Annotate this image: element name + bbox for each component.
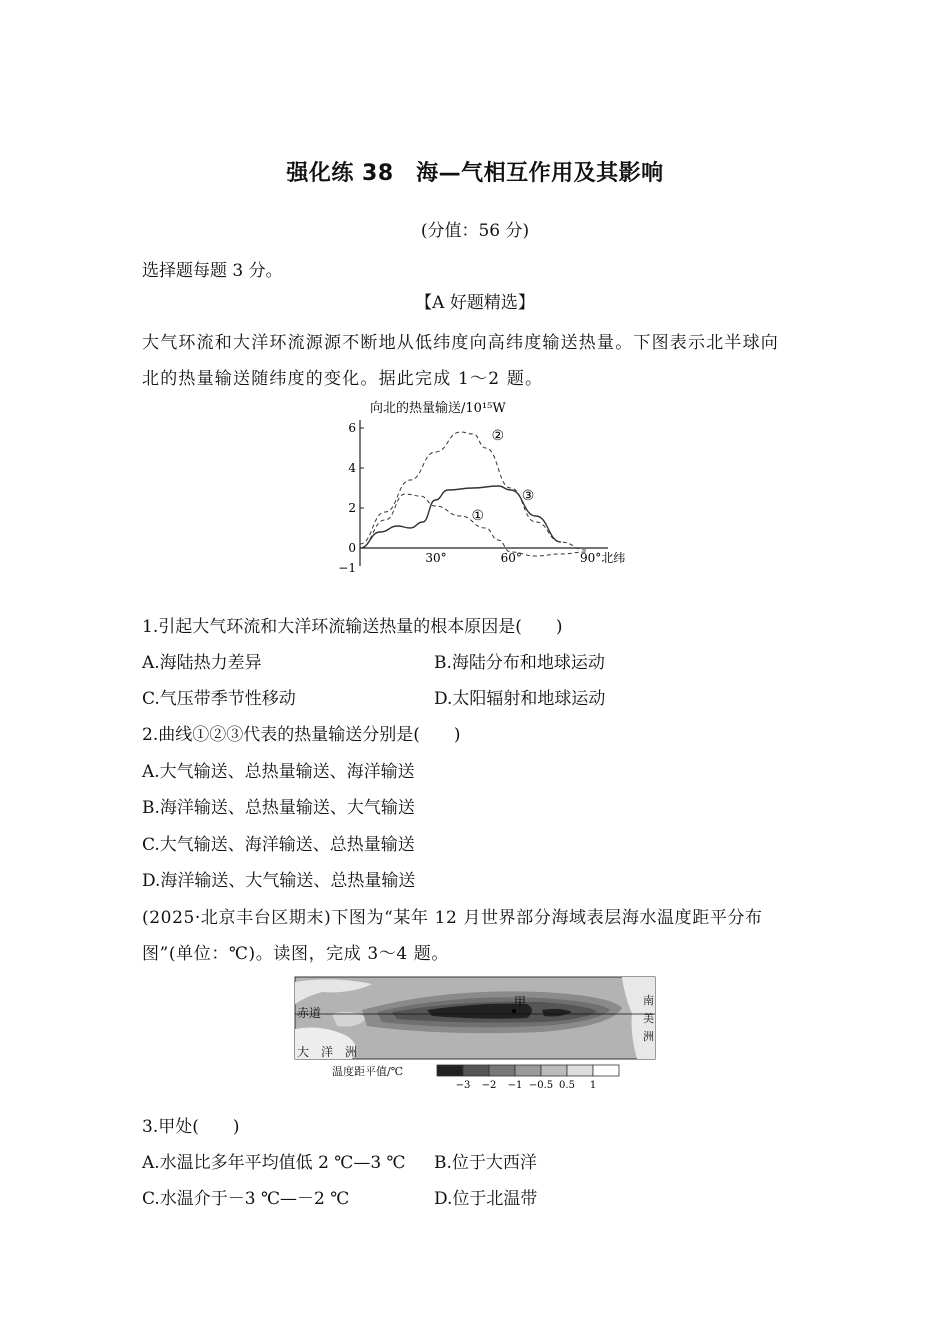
legend-swatches [437,1065,619,1076]
q3-stem: 3.甲处( ) [142,1117,240,1137]
series-line-2 [360,432,586,550]
passage-line-1: (2025·北京丰台区期末)下图为“某年 12 月世界部分海域表层海水温度距平分布 [142,908,763,928]
sst-anomaly-map [292,974,660,1094]
legend-swatch [541,1065,567,1076]
legend-ticks [456,1080,597,1091]
curve-label-2: ② [491,428,505,444]
legend-tick-label: 0.5 [559,1080,575,1091]
page-title: 强化练 38 海—气相互作用及其影响 [286,161,664,186]
point-jia-marker [512,1009,516,1013]
intro-line-1: 大气环流和大洋环流源源不断地从低纬度向高纬度输送热量。下图表示北半球向 [142,333,779,353]
q1-option-b[interactable]: B.海陆分布和地球运动 [434,653,605,673]
legend-tick-label: 1 [589,1080,597,1091]
passage-line-2: 图”(单位：℃)。读图，完成 3～4 题。 [142,944,450,964]
q3-option-d[interactable]: D.位于北温带 [434,1189,538,1209]
equator-label: 赤道 [297,1006,322,1020]
section-heading: 【A 好题精选】 [415,293,535,313]
y-tick-label: 6 [348,421,356,435]
heat-transport-chart [336,398,636,573]
y-tick-label: 2 [348,501,356,515]
q3-option-c[interactable]: C.水温介于－3 ℃—－2 ℃ [142,1189,350,1209]
legend-swatch [593,1065,619,1076]
legend-swatch [463,1065,489,1076]
q1-option-d[interactable]: D.太阳辐射和地球运动 [434,689,606,709]
chart-title: 向北的热量输送/10¹⁵W [370,401,506,416]
curve-label-3: ③ [521,488,535,504]
y-tick-label: −1 [338,561,356,573]
q3-option-a[interactable]: A.水温比多年平均值低 2 ℃—3 ℃ [142,1153,406,1173]
score-note: (分值：56 分) [420,221,530,241]
series-line-1 [360,494,586,556]
q2-stem: 2.曲线①②③代表的热量输送分别是( ) [142,725,461,745]
q1-stem: 1.引起大气环流和大洋环流输送热量的根本原因是( ) [142,617,563,637]
q1-option-c[interactable]: C.气压带季节性移动 [142,689,296,709]
oceania-label: 大 洋 洲 [297,1045,358,1059]
point-jia-label: 甲 [514,995,527,1009]
q2-option-a[interactable]: A.大气输送、总热量输送、海洋输送 [142,762,415,782]
legend-tick-label: −0.5 [528,1080,554,1091]
legend-swatch [489,1065,515,1076]
q2-option-d[interactable]: D.海洋输送、大气输送、总热量输送 [142,871,416,891]
legend-swatch [515,1065,541,1076]
x-tick-label: 30° [425,551,447,565]
legend-tick-label: −1 [507,1080,523,1091]
legend-tick-label: −2 [481,1080,497,1091]
intro-line-2: 北的热量输送随纬度的变化。据此完成 1～2 题。 [142,369,544,389]
y-tick-label: 4 [348,461,356,475]
y-tick-label: 0 [348,541,356,555]
q1-option-a[interactable]: A.海陆热力差异 [142,653,262,673]
q3-option-b[interactable]: B.位于大西洋 [434,1153,537,1173]
q2-option-b[interactable]: B.海洋输送、总热量输送、大气输送 [142,798,415,818]
legend-tick-label: −3 [455,1080,471,1091]
x-tick-label: 60° [500,551,522,565]
legend-title: 温度距平值/℃ [332,1065,404,1078]
sst-anomaly-map-svg [292,974,660,1094]
south-america-label: 南美洲 [643,994,654,1043]
q2-option-c[interactable]: C.大气输送、海洋输送、总热量输送 [142,835,415,855]
heat-transport-chart-svg [336,398,636,573]
instruction-note: 选择题每题 3 分。 [142,261,283,281]
x-tick-label: 90°北纬 [580,551,626,565]
legend-swatch [437,1065,463,1076]
curve-label-1: ① [471,508,485,524]
legend-swatch [567,1065,593,1076]
